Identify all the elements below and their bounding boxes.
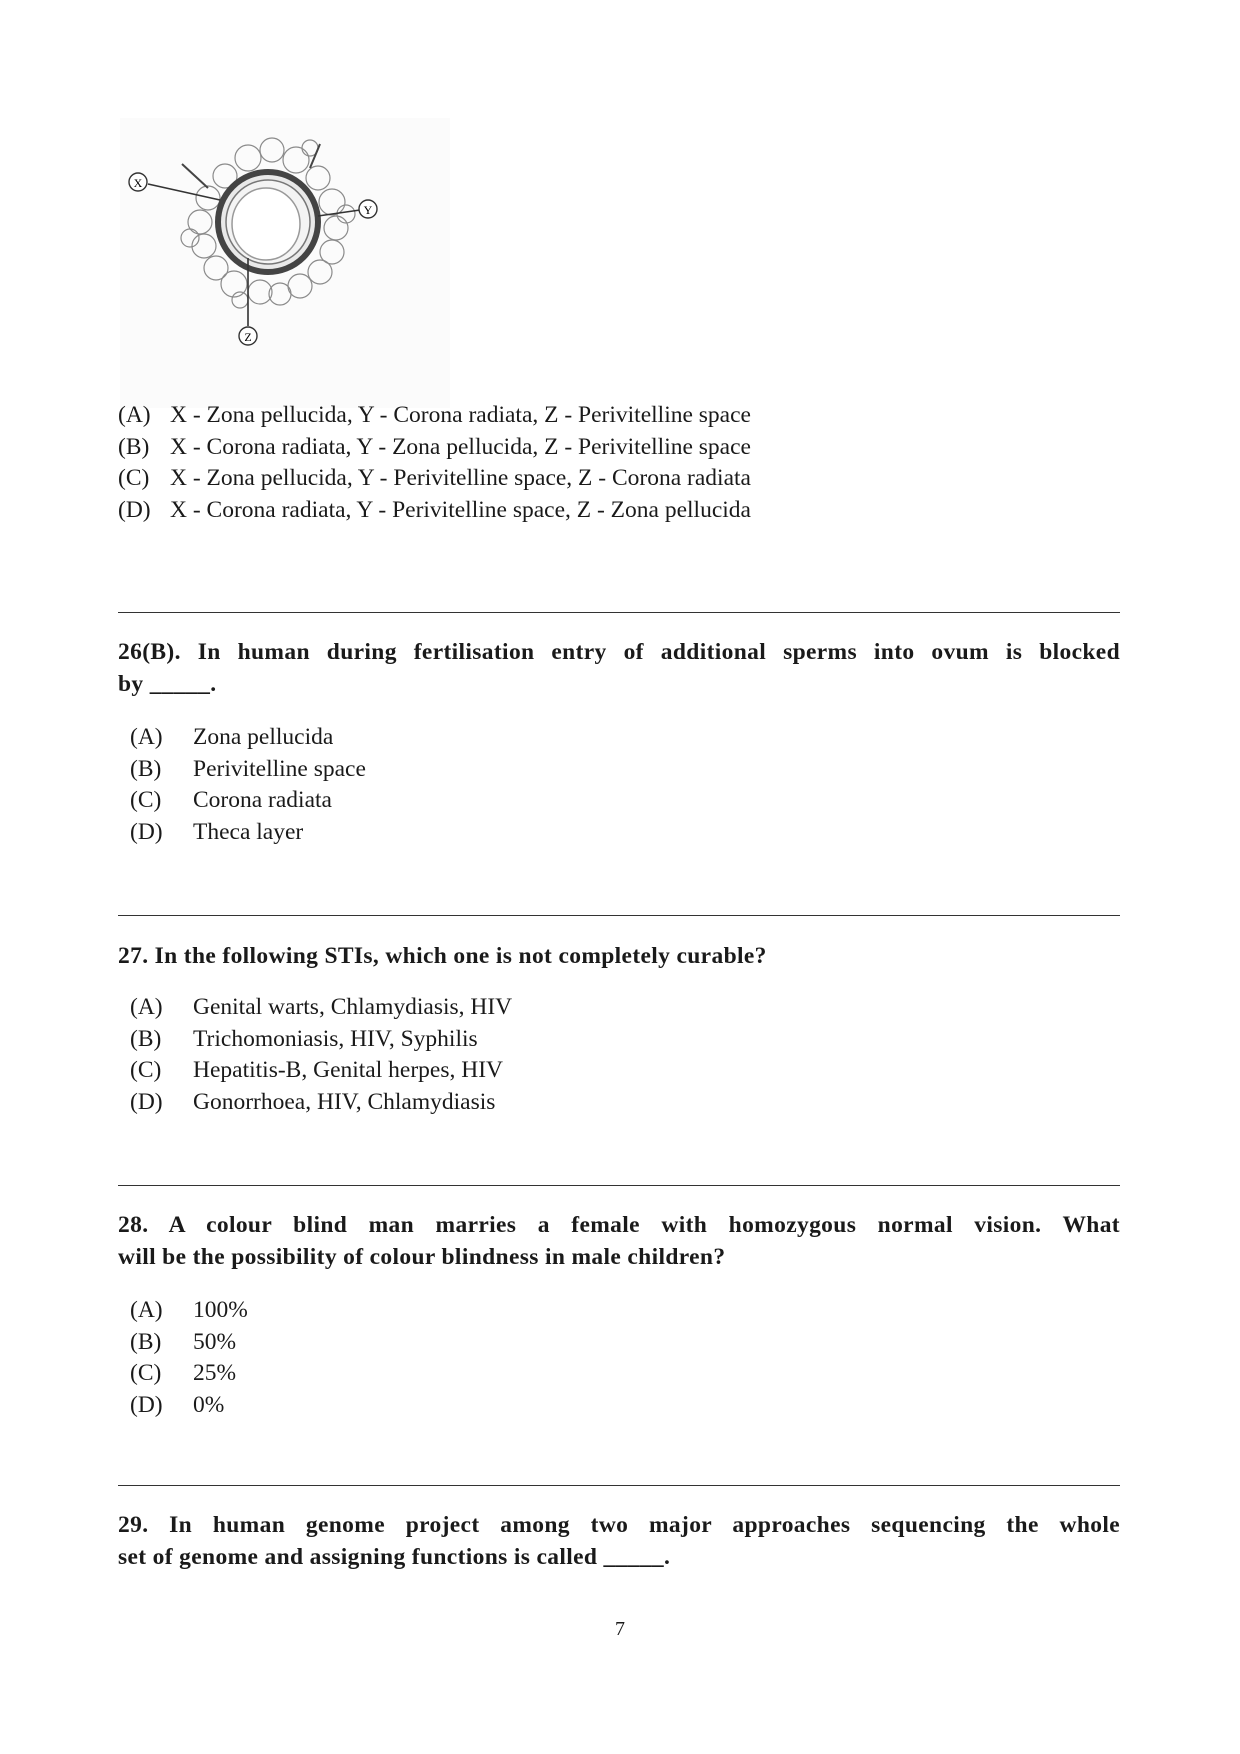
q29-question: 29. In human genome project among two major approaches sequencing the whole set of genome and assigning functions is called _____. — [118, 1512, 1120, 1570]
q26a-option-c[interactable]: (C) X - Zona pellucida, Y - Perivitelline space, Z - Corona radiata — [118, 465, 751, 491]
label-y: Y — [363, 203, 373, 217]
q28-option-d[interactable]: (D) 0% — [130, 1391, 225, 1418]
q27-options — [130, 992, 512, 1118]
q26b-options — [130, 722, 366, 848]
label-z: Z — [244, 330, 252, 344]
divider — [118, 1185, 1120, 1186]
divider — [118, 1485, 1120, 1486]
q28-options — [130, 1295, 248, 1421]
q28-question: 28. A colour blind man marries a female with homozygous normal vision. What will be the possibility of colour blindness in male children? — [118, 1212, 1120, 1270]
q26b-question: 26(B). In human during fertilisation entry of additional sperms into ovum is blocked by _____. — [118, 639, 1120, 697]
q28-option-b[interactable]: (B) 50% — [130, 1328, 237, 1355]
q26a-option-d[interactable]: (D) X - Corona radiata, Y - Perivitelline space, Z - Zona pellucida — [118, 496, 751, 523]
q27-option-a[interactable]: (A) Genital warts, Chlamydiasis, HIV — [130, 994, 513, 1020]
q26b-option-d[interactable]: (D) Theca layer — [130, 818, 304, 845]
q26b-option-c[interactable]: (C) Corona radiata — [130, 787, 332, 813]
q27-option-d[interactable]: (D) Gonorrhoea, HIV, Chlamydiasis — [130, 1088, 496, 1115]
divider — [118, 915, 1120, 916]
q27-option-b[interactable]: (B) Trichomoniasis, HIV, Syphilis — [130, 1025, 478, 1052]
q26b-option-b[interactable]: (B) Perivitelline space — [130, 755, 366, 782]
page-number: 7 — [615, 1618, 625, 1640]
q26a-options — [118, 400, 751, 526]
q26b-option-a[interactable]: (A) Zona pellucida — [130, 724, 334, 750]
q27-question: 27. In the following STIs, which one is not completely curable? — [118, 943, 767, 969]
q28-option-a[interactable]: (A) 100% — [130, 1297, 248, 1323]
label-x: X — [133, 176, 143, 190]
divider — [118, 612, 1120, 613]
q26a-option-b[interactable]: (B) X - Corona radiata, Y - Zona pellucida, Z - Perivitelline space — [118, 433, 751, 460]
q28-option-c[interactable]: (C) 25% — [130, 1360, 237, 1386]
ovum-diagram — [120, 118, 450, 408]
q27-option-c[interactable]: (C) Hepatitis-B, Genital herpes, HIV — [130, 1057, 503, 1083]
q26a-option-a[interactable]: (A) X - Zona pellucida, Y - Corona radiata, Z - Perivitelline space — [118, 402, 751, 428]
